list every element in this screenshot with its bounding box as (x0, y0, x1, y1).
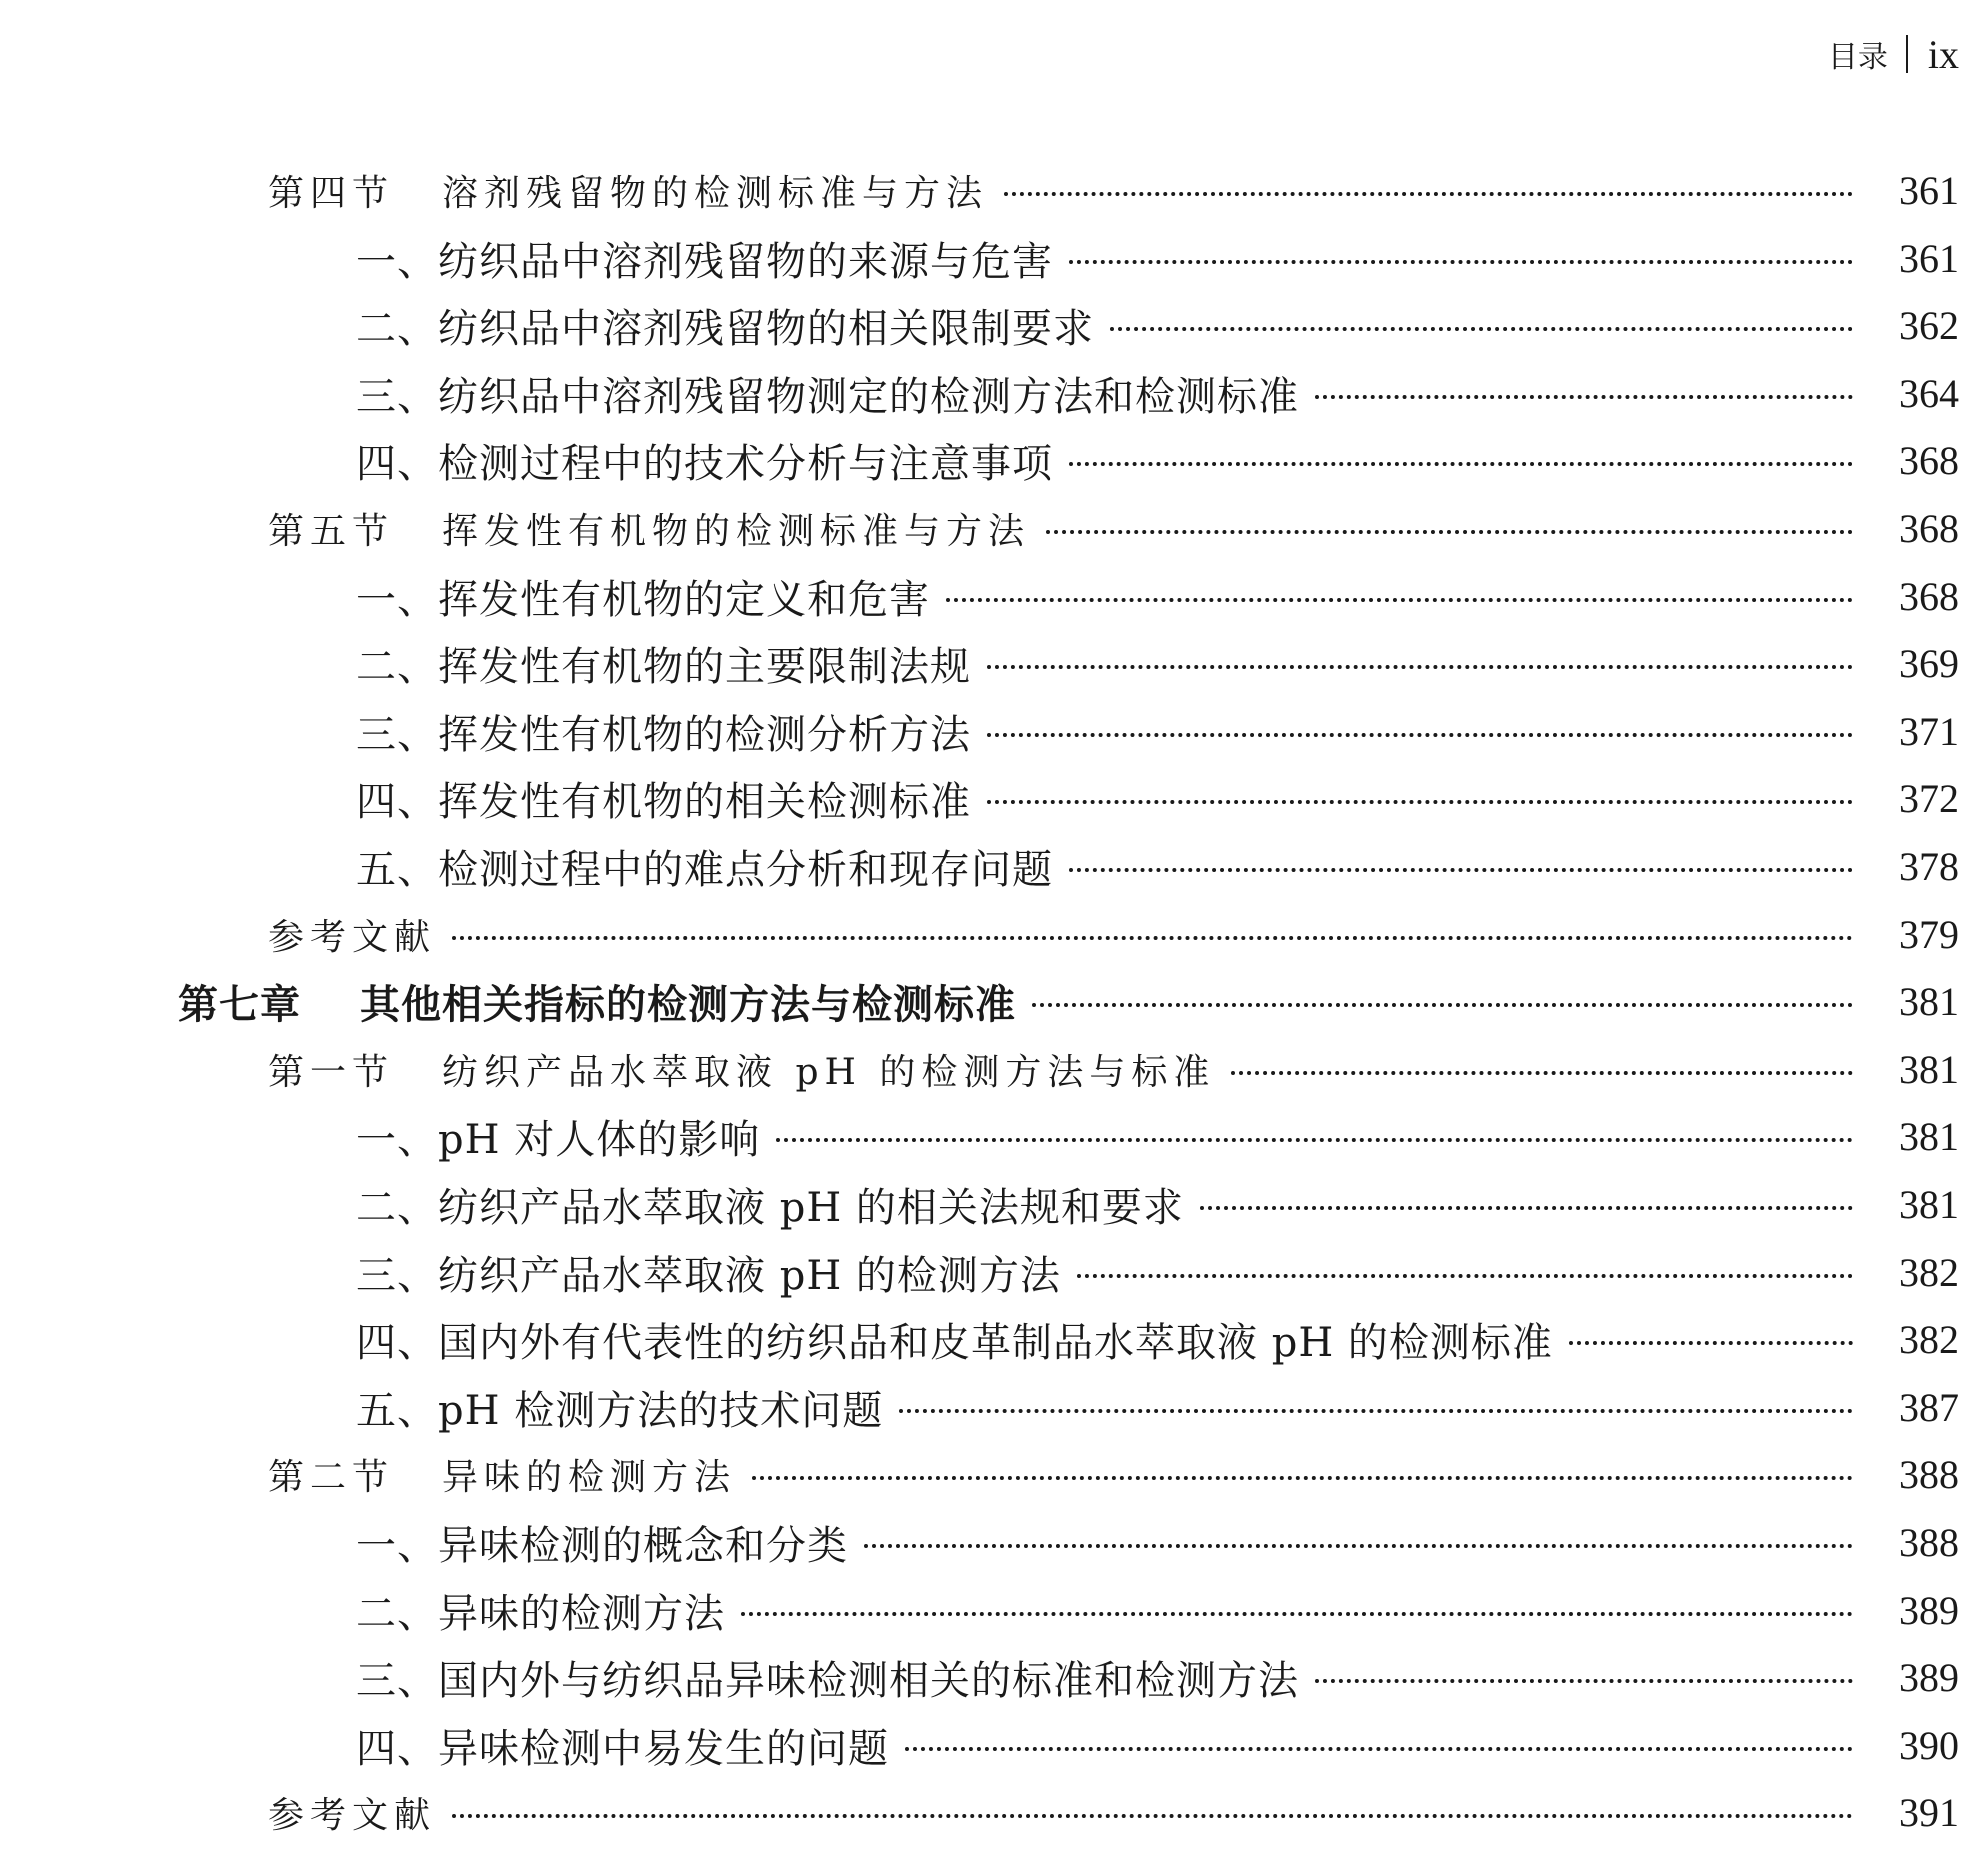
toc-title (356, 365, 1299, 422)
dot-leader (1004, 192, 1853, 196)
toc-title (356, 1108, 760, 1165)
toc-title-text: 溶剂残留物的检测标准与方法 (442, 172, 989, 214)
toc-title (356, 1379, 883, 1436)
dot-leader (1046, 530, 1853, 534)
toc-title (356, 770, 971, 827)
toc-number: 第二节 (268, 1456, 395, 1498)
toc-entry-item[interactable] (0, 1240, 1983, 1304)
toc-title (356, 1582, 725, 1639)
toc-title (356, 568, 930, 625)
toc-entry-section[interactable] (0, 902, 1983, 966)
toc-number: 第七章 (178, 980, 301, 1028)
dot-leader (1069, 260, 1853, 264)
toc-title-text: 四、国内外有代表性的纺织品和皮革制品水萃取液 pH 的检测标准 (356, 1319, 1553, 1366)
dot-leader (1200, 1206, 1853, 1210)
toc-title (268, 909, 436, 960)
toc-page-number: 382 (1899, 1249, 1959, 1295)
toc-entry-item[interactable] (0, 428, 1983, 492)
toc-title-text: 一、纺织品中溶剂残留物的来源与危害 (356, 238, 1053, 285)
dot-leader (987, 665, 1853, 669)
dot-leader (1569, 1341, 1853, 1345)
toc-entry-item[interactable] (0, 564, 1983, 628)
dot-leader (899, 1409, 1853, 1413)
toc-page-number: 368 (1899, 505, 1959, 551)
toc-page-number: 371 (1899, 708, 1959, 754)
toc-page-number: 381 (1899, 1046, 1959, 1092)
toc-entry-item[interactable] (0, 1104, 1983, 1168)
toc-page-number: 389 (1899, 1654, 1959, 1700)
toc-title-text: 纺织产品水萃取液 pH 的检测方法与标准 (442, 1051, 1216, 1093)
dot-leader (452, 936, 1853, 940)
toc-title (356, 838, 1053, 895)
toc-entry-item[interactable] (0, 699, 1983, 763)
toc-title-text: 参考文献 (268, 1794, 437, 1836)
dot-leader (1110, 327, 1853, 331)
dot-leader (776, 1138, 1853, 1142)
toc-page-number: 368 (1899, 437, 1959, 483)
toc-page-number: 364 (1899, 370, 1959, 416)
toc-entry-item[interactable] (0, 293, 1983, 357)
header-section-title: 目录 (1827, 40, 1888, 75)
toc-title-text: 四、检测过程中的技术分析与注意事项 (356, 440, 1053, 487)
toc-title (356, 703, 971, 760)
toc-title-text: 其他相关指标的检测方法与检测标准 (360, 980, 1016, 1028)
toc-entry-item[interactable] (0, 1172, 1983, 1236)
toc-title-text: 三、国内外与纺织品异味检测相关的标准和检测方法 (356, 1657, 1299, 1704)
toc-title-text: 二、异味的检测方法 (356, 1590, 725, 1637)
toc-entry-section[interactable] (0, 1442, 1983, 1506)
toc-page-number: 361 (1899, 235, 1959, 281)
dot-leader (1077, 1274, 1853, 1278)
toc-page-number: 390 (1899, 1722, 1959, 1768)
dot-leader (987, 733, 1853, 737)
toc-title-text: 参考文献 (268, 916, 437, 958)
toc-title (178, 973, 1016, 1030)
dot-leader (1069, 462, 1853, 466)
toc-title-text: 三、纺织产品水萃取液 pH 的检测方法 (356, 1252, 1061, 1299)
toc-title-text: 一、异味检测的概念和分类 (356, 1522, 848, 1569)
toc-number: 第一节 (268, 1051, 395, 1093)
toc-title-text: 二、纺织品中溶剂残留物的相关限制要求 (356, 305, 1094, 352)
toc-title-text: 二、纺织产品水萃取液 pH 的相关法规和要求 (356, 1184, 1184, 1231)
toc-page-number: 372 (1899, 775, 1959, 821)
toc-title (268, 1787, 436, 1838)
toc-number: 第四节 (268, 172, 395, 214)
dot-leader (1069, 868, 1853, 872)
toc-title (356, 1311, 1553, 1368)
dot-leader (946, 598, 1853, 602)
toc-entry-chapter[interactable] (0, 969, 1983, 1033)
toc-entry-item[interactable] (0, 1510, 1983, 1574)
toc-title-text: 四、异味检测中易发生的问题 (356, 1725, 889, 1772)
dot-leader (452, 1814, 1853, 1818)
toc-entry-item[interactable] (0, 361, 1983, 425)
toc-entry-item[interactable] (0, 834, 1983, 898)
dot-leader (864, 1544, 1853, 1548)
toc-entry-section[interactable] (0, 158, 1983, 222)
toc-entry-item[interactable] (0, 1375, 1983, 1439)
toc-title-text: 一、pH 对人体的影响 (356, 1116, 761, 1163)
toc-page-number: 381 (1899, 1113, 1959, 1159)
toc-page-number: 381 (1899, 978, 1959, 1024)
toc-entry-item[interactable] (0, 1713, 1983, 1777)
toc-title (356, 297, 1094, 354)
toc-title (356, 1649, 1299, 1706)
toc-entry-item[interactable] (0, 1645, 1983, 1709)
dot-leader (1231, 1071, 1853, 1075)
toc-page-number: 382 (1899, 1316, 1959, 1362)
toc-entry-section[interactable] (0, 496, 1983, 560)
toc-title-text: 五、pH 检测方法的技术问题 (356, 1387, 884, 1434)
toc-page-number: 391 (1899, 1789, 1959, 1835)
toc-page-number: 381 (1899, 1181, 1959, 1227)
toc-page-number: 379 (1899, 911, 1959, 957)
toc-title (356, 1244, 1061, 1301)
toc-title (268, 1044, 1215, 1095)
toc-title (268, 1449, 736, 1500)
dot-leader (752, 1476, 1853, 1480)
toc-title (356, 230, 1053, 287)
toc-page-number: 389 (1899, 1587, 1959, 1633)
toc-title-text: 挥发性有机物的检测标准与方法 (442, 510, 1031, 552)
dot-leader (1315, 1679, 1853, 1683)
toc-title (268, 503, 1030, 554)
dot-leader (987, 800, 1853, 804)
toc-title-text: 二、挥发性有机物的主要限制法规 (356, 643, 971, 690)
dot-leader (741, 1612, 1853, 1616)
toc-page-number: 361 (1899, 167, 1959, 213)
toc-entry-item[interactable] (0, 226, 1983, 290)
dot-leader (1315, 395, 1853, 399)
toc-title-text: 一、挥发性有机物的定义和危害 (356, 576, 930, 623)
toc-page-number: 388 (1899, 1519, 1959, 1565)
toc-title (268, 165, 988, 216)
toc-entry-item[interactable] (0, 1307, 1983, 1371)
header-page-number: ix (1927, 31, 1959, 77)
toc-page-number: 378 (1899, 843, 1959, 889)
toc-title-text: 三、挥发性有机物的检测分析方法 (356, 711, 971, 758)
toc-title (356, 432, 1053, 489)
toc-entry-section[interactable] (0, 1780, 1983, 1844)
toc-title-text: 三、纺织品中溶剂残留物测定的检测方法和检测标准 (356, 373, 1299, 420)
toc-title (356, 1717, 889, 1774)
toc-page-number: 387 (1899, 1384, 1959, 1430)
toc-number: 第五节 (268, 510, 395, 552)
toc-entry-item[interactable] (0, 1578, 1983, 1642)
toc-entry-item[interactable] (0, 631, 1983, 695)
toc-title (356, 1176, 1184, 1233)
dot-leader (905, 1747, 1853, 1751)
toc-page-number: 368 (1899, 573, 1959, 619)
toc-entry-section[interactable] (0, 1037, 1983, 1101)
toc-title-text: 异味的检测方法 (442, 1456, 737, 1498)
dot-leader (1032, 1003, 1853, 1007)
toc-page-number: 362 (1899, 302, 1959, 348)
toc-title-text: 四、挥发性有机物的相关检测标准 (356, 778, 971, 825)
toc-entry-item[interactable] (0, 766, 1983, 830)
toc-page-number: 388 (1899, 1451, 1959, 1497)
toc-title (356, 1514, 848, 1571)
toc-title-text: 五、检测过程中的难点分析和现存问题 (356, 846, 1053, 893)
toc-title (356, 635, 971, 692)
toc-page-number: 369 (1899, 640, 1959, 686)
